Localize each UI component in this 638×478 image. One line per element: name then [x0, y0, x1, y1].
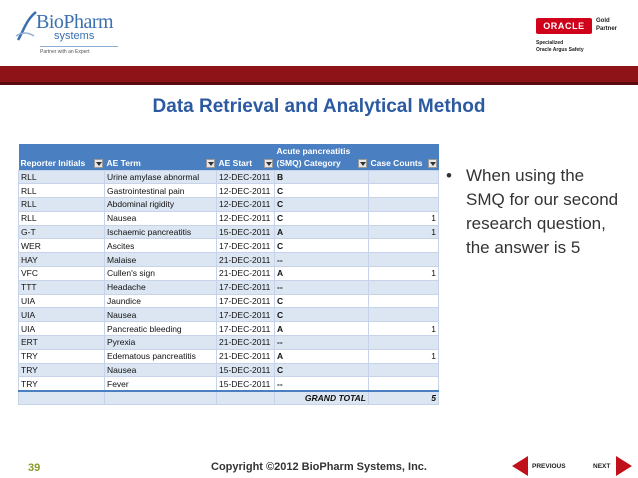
- cell-smq-category: --: [275, 280, 369, 294]
- cell-reporter-initials: TRY: [19, 377, 105, 391]
- cell-case-counts: [369, 280, 439, 294]
- table-header-top-row: [19, 144, 439, 157]
- table-row: [19, 267, 439, 281]
- cell-case-counts: [369, 308, 439, 322]
- cell-case-counts: 1: [369, 322, 439, 336]
- cell-ae-start: 12-DEC-2011: [217, 211, 275, 225]
- table-row: [19, 170, 439, 184]
- cell-case-counts: 1: [369, 225, 439, 239]
- cell-ae-term: Nausea: [105, 308, 217, 322]
- cell-smq-category: C: [275, 308, 369, 322]
- cell-reporter-initials: TRY: [19, 349, 105, 363]
- cell-ae-term: Cullen's sign: [105, 267, 217, 281]
- table-row: [19, 225, 439, 239]
- cell-case-counts: [369, 294, 439, 308]
- oracle-spec-line-2: Oracle Argus Safety: [536, 47, 584, 53]
- cell-smq-category: A: [275, 349, 369, 363]
- table-row: [19, 294, 439, 308]
- filter-dropdown-icon[interactable]: [358, 159, 367, 168]
- cell-ae-start: 12-DEC-2011: [217, 184, 275, 198]
- cell-ae-start: 17-DEC-2011: [217, 239, 275, 253]
- cell-smq-category: C: [275, 211, 369, 225]
- cell-ae-start: 17-DEC-2011: [217, 322, 275, 336]
- header-acute-pancreatitis: Acute pancreatitis: [275, 144, 369, 157]
- cell-ae-term: Edematous pancreatitis: [105, 349, 217, 363]
- column-header-ae-start: AE Start: [217, 157, 275, 170]
- oracle-spec-line-1: Specialized: [536, 40, 564, 46]
- filter-dropdown-icon[interactable]: [428, 159, 437, 168]
- cell-smq-category: C: [275, 184, 369, 198]
- cell-case-counts: [369, 253, 439, 267]
- table-row: [19, 198, 439, 212]
- cell-reporter-initials: RLL: [19, 198, 105, 212]
- logo-tagline: Partner with an Expert: [40, 49, 90, 55]
- table-row: [19, 349, 439, 363]
- column-header-case-counts: Case Counts: [369, 157, 439, 170]
- cell-case-counts: [369, 336, 439, 350]
- cell-ae-term: Nausea: [105, 211, 217, 225]
- cell-smq-category: --: [275, 336, 369, 350]
- table-row: [19, 184, 439, 198]
- cell-reporter-initials: UIA: [19, 294, 105, 308]
- cell-ae-start: 17-DEC-2011: [217, 308, 275, 322]
- cell-ae-start: 15-DEC-2011: [217, 363, 275, 377]
- cell-ae-start: 12-DEC-2011: [217, 198, 275, 212]
- copyright-text: Copyright ©2012 BioPharm Systems, Inc.: [211, 461, 427, 473]
- cell-ae-term: Abdominal rigidity: [105, 198, 217, 212]
- bullet-text: When using the SMQ for our second research question, the answer is 5: [466, 166, 619, 257]
- filter-dropdown-icon[interactable]: [206, 159, 215, 168]
- table-row: [19, 239, 439, 253]
- filter-dropdown-icon[interactable]: [94, 159, 103, 168]
- table-row: [19, 322, 439, 336]
- filter-dropdown-icon[interactable]: [264, 159, 273, 168]
- table-row: [19, 377, 439, 391]
- oracle-gold-partner: [596, 17, 617, 33]
- cell-ae-term: Ascites: [105, 239, 217, 253]
- cell-smq-category: C: [275, 239, 369, 253]
- table-row: [19, 211, 439, 225]
- cell-reporter-initials: G-T: [19, 225, 105, 239]
- cell-ae-term: Fever: [105, 377, 217, 391]
- cell-smq-category: --: [275, 377, 369, 391]
- column-header-smq-category: (SMQ) Category: [275, 157, 369, 170]
- cell-ae-start: 21-DEC-2011: [217, 336, 275, 350]
- header-red-bar: [0, 66, 638, 82]
- cell-case-counts: [369, 239, 439, 253]
- cell-ae-term: Pancreatic bleeding: [105, 322, 217, 336]
- cell-reporter-initials: TRY: [19, 363, 105, 377]
- grand-total-row: [19, 391, 439, 405]
- pivot-table: [18, 144, 438, 405]
- oracle-logo: ORACLE: [536, 18, 592, 34]
- table-row: [19, 308, 439, 322]
- cell-reporter-initials: RLL: [19, 211, 105, 225]
- cell-case-counts: 1: [369, 349, 439, 363]
- cell-case-counts: [369, 363, 439, 377]
- cell-ae-start: 21-DEC-2011: [217, 267, 275, 281]
- table-row: [19, 336, 439, 350]
- cell-reporter-initials: RLL: [19, 170, 105, 184]
- cell-ae-term: Ischaemic pancreatitis: [105, 225, 217, 239]
- table-header-row: [19, 157, 439, 170]
- column-header-ae-term: AE Term: [105, 157, 217, 170]
- slide-title: Data Retrieval and Analytical Method: [152, 96, 486, 117]
- cell-smq-category: A: [275, 322, 369, 336]
- oracle-specialization: [536, 40, 584, 54]
- header-red-bar-shadow: [0, 82, 638, 85]
- cell-case-counts: [369, 198, 439, 212]
- next-button[interactable]: NEXT: [593, 463, 611, 470]
- cell-ae-term: Malaise: [105, 253, 217, 267]
- next-arrow-icon[interactable]: [616, 456, 632, 476]
- logo-main-text: BioPharm: [36, 11, 114, 33]
- cell-reporter-initials: ERT: [19, 336, 105, 350]
- cell-smq-category: A: [275, 267, 369, 281]
- cell-ae-term: Urine amylase abnormal: [105, 170, 217, 184]
- grand-total-label: GRAND TOTAL: [275, 391, 369, 405]
- previous-arrow-icon[interactable]: [512, 456, 528, 476]
- cell-smq-category: --: [275, 253, 369, 267]
- table-row: [19, 253, 439, 267]
- cell-reporter-initials: HAY: [19, 253, 105, 267]
- cell-case-counts: 1: [369, 211, 439, 225]
- cell-smq-category: C: [275, 294, 369, 308]
- cell-smq-category: A: [275, 225, 369, 239]
- cell-case-counts: [369, 184, 439, 198]
- cell-ae-start: 17-DEC-2011: [217, 280, 275, 294]
- cell-reporter-initials: VFC: [19, 267, 105, 281]
- cell-case-counts: [369, 377, 439, 391]
- cell-ae-term: Gastrointestinal pain: [105, 184, 217, 198]
- page-number: 39: [28, 462, 41, 474]
- bullet-dot-icon: •: [446, 166, 452, 185]
- cell-ae-start: 15-DEC-2011: [217, 377, 275, 391]
- cell-ae-term: Jaundice: [105, 294, 217, 308]
- cell-ae-start: 15-DEC-2011: [217, 225, 275, 239]
- cell-ae-start: 17-DEC-2011: [217, 294, 275, 308]
- table-row: [19, 280, 439, 294]
- cell-reporter-initials: TTT: [19, 280, 105, 294]
- cell-smq-category: C: [275, 198, 369, 212]
- cell-ae-term: Headache: [105, 280, 217, 294]
- biopharm-logo: [14, 8, 124, 60]
- oracle-gold-line-1: Gold: [596, 18, 610, 24]
- cell-ae-term: Pyrexia: [105, 336, 217, 350]
- column-header-reporter-initials: Reporter Initials: [19, 157, 105, 170]
- cell-smq-category: C: [275, 363, 369, 377]
- cell-case-counts: [369, 170, 439, 184]
- previous-button[interactable]: PREVIOUS: [532, 463, 566, 470]
- cell-case-counts: 1: [369, 267, 439, 281]
- table-row: [19, 363, 439, 377]
- cell-reporter-initials: UIA: [19, 322, 105, 336]
- cell-ae-start: 21-DEC-2011: [217, 349, 275, 363]
- cell-reporter-initials: WER: [19, 239, 105, 253]
- cell-ae-term: Nausea: [105, 363, 217, 377]
- grand-total-value: 5: [369, 391, 439, 405]
- cell-reporter-initials: UIA: [19, 308, 105, 322]
- cell-ae-start: 21-DEC-2011: [217, 253, 275, 267]
- cell-reporter-initials: RLL: [19, 184, 105, 198]
- cell-ae-start: 12-DEC-2011: [217, 170, 275, 184]
- logo-divider: [40, 46, 118, 47]
- cell-smq-category: B: [275, 170, 369, 184]
- logo-sub-text: systems: [54, 30, 95, 42]
- oracle-gold-line-2: Partner: [596, 26, 618, 32]
